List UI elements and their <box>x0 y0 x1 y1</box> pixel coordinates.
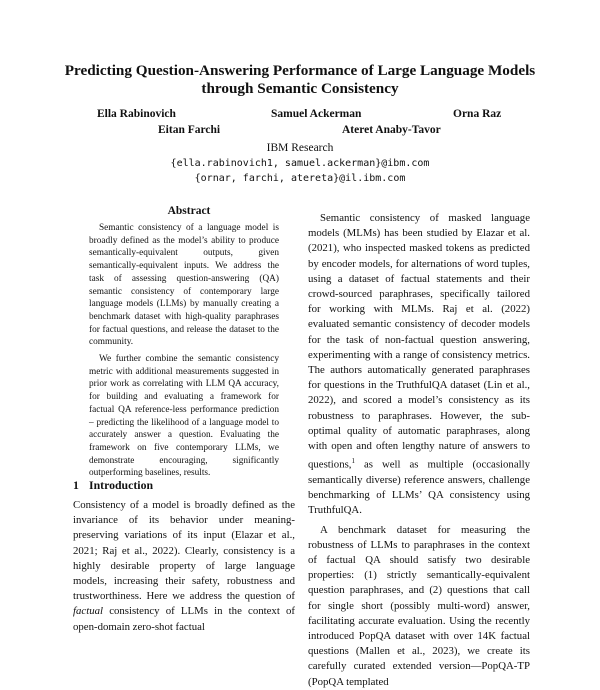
abstract-heading: Abstract <box>167 205 211 217</box>
right-paragraph-1 <box>308 211 530 519</box>
intro-emphasis-factual: factual <box>73 605 103 618</box>
section-title: Introduction <box>89 478 154 492</box>
author-eitan-farchi: Eitan Farchi <box>158 124 221 136</box>
abstract <box>89 222 279 480</box>
section-number: 1 <box>73 478 79 492</box>
author-samuel-ackerman: Samuel Ackerman <box>271 108 362 120</box>
right-column <box>308 211 530 690</box>
intro-paragraph-1 <box>73 498 295 635</box>
right-paragraph-2: A benchmark dataset for measuring the robustness of LLMs to paraphrases in the context of factual QA should satisfy two desirable properties: (1) strictly semantically-equivalent question paraphrases, and (2) questions that call for single short (possibly multi-word) answer, facilitating accurate evaluation. Using the recently introduced PopQA dataset with over 14K factual questions (Mallen et al., 2023), we create its carefully curated extended version—PopQA-TP (PopQA templated <box>308 523 530 688</box>
section-heading-introduction <box>73 478 153 493</box>
paper-title: Predicting Question-Answering Performance of Large Language Models through Semantic Consistency <box>64 62 536 97</box>
introduction-text <box>73 498 295 635</box>
intro-text-b: consistency of LLMs in the context of open-domain zero-shot factual <box>73 605 295 633</box>
author-ateret-anaby-tavor: Ateret Anaby-Tavor <box>342 124 441 136</box>
author-ella-rabinovich: Ella Rabinovich <box>97 108 176 120</box>
abstract-paragraph-1: Semantic consistency of a language model is broadly defined as the model’s ability to produce semantically-equivalent outputs, given semantically-equivalent inputs. We address the task of assessing question-answering (QA) semantic consistency of contemporary large language models (LLMs) by manually creating a benchmark dataset with high-quality paraphrases for factual questions, and release the dataset to the community. <box>89 223 279 348</box>
right-text-a: Semantic consistency of masked language models (MLMs) has been studied by Elazar et al. (2021), who inspected masked tokens as predicted by encoder models, for alternations of word tuples, using a dataset of factual statements and their crowd-sourced paraphrases, specifically tailored for working with MLMs. Raj et al. (2022) evaluated semantic consistency of decoder models for the task of non-factual question answering, experimenting with a range of consistency metrics. The authors automatically generated paraphrases for questions in the TruthfulQA dataset (Lin et al., 2022), and scored a model’s consistency as its robustness to paraphrases. However, the sub-optimal quality of automatic paraphrases, along with open and often lengthy nature of answers to questions, <box>308 212 530 471</box>
affiliation: IBM Research <box>266 142 334 154</box>
intro-text-a: Consistency of a model is broadly defined as the invariance of its behavior under meaning-preserving variations of its input (Elazar et al., 2021; Raj et al., 2022). Clearly, consistency is a highly desirable property of large language models, increasing their safety, robustness and trustworthiness. Here we address the question of <box>73 499 295 603</box>
right-text-b: as well as multiple (occasionally semantically diverse) reference answers, challenge benchmarking of LLMs’ QA consistency using TruthfulQA. <box>308 458 531 517</box>
abstract-paragraph-2: We further combine the semantic consistency metric with additional measurements suggested in prior work as correlating with LLM QA accuracy, for building and evaluating a framework for factual QA reference-less performance prediction – predicting the likelihood of a language model to accurately answer a question. Evaluating the framework on five contemporary LLMs, we demonstrate encouraging, significantly outperforming baselines, results. <box>89 354 279 479</box>
email-line-1: {ella.rabinovich1, samuel.ackerman}@ibm.com <box>170 158 430 169</box>
author-orna-raz: Orna Raz <box>453 108 502 120</box>
footnote-marker[interactable]: 1 <box>351 457 355 466</box>
email-line-2: {ornar, farchi, atereta}@il.ibm.com <box>194 173 406 184</box>
